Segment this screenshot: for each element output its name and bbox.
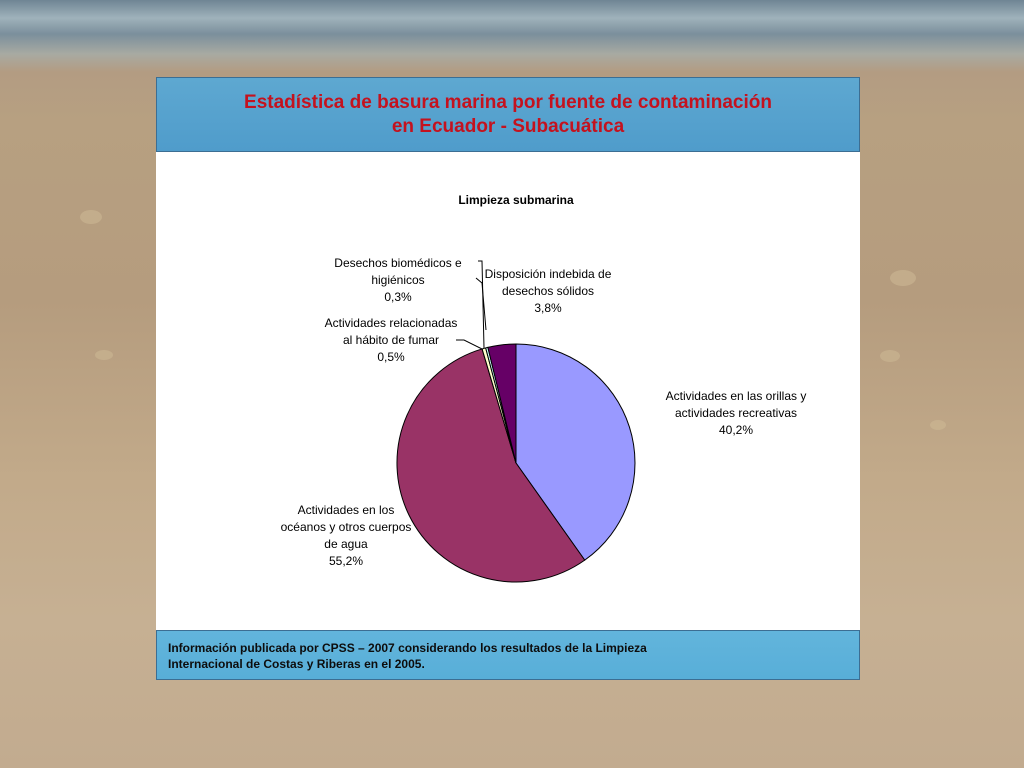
slide-title-line-1: Estadística de basura marina por fuente de contaminación xyxy=(244,91,772,113)
slice-category-label: actividades recreativas xyxy=(674,406,798,420)
slice-label xyxy=(334,256,462,304)
slice-category-label: higiénicos xyxy=(371,273,425,287)
slice-category-label: Actividades en los xyxy=(297,503,395,517)
leader-lines xyxy=(456,261,486,349)
slide-title-line-2: en Ecuador - Subacuática xyxy=(391,115,625,137)
source-note-box xyxy=(156,630,860,680)
pie-chart xyxy=(156,152,860,630)
slice-category-label: al hábito de fumar xyxy=(342,333,440,347)
sand-texture-speck xyxy=(890,270,916,286)
slice-label xyxy=(666,389,807,437)
sand-texture-speck xyxy=(95,350,113,360)
slice-category-label: Actividades relacionadas xyxy=(324,316,458,330)
slice-label xyxy=(485,267,612,315)
leader-line xyxy=(478,261,484,348)
slice-category-label: desechos sólidos xyxy=(501,284,595,298)
pie-slices xyxy=(397,344,635,582)
sand-texture-speck xyxy=(930,420,946,430)
chart-panel xyxy=(156,152,860,630)
slice-category-label: Actividades en las orillas y xyxy=(665,389,807,403)
source-note xyxy=(168,640,848,672)
leader-line xyxy=(456,340,483,349)
slice-category-label: Desechos biomédicos e xyxy=(334,256,462,270)
source-note-line-1: Información publicada por CPSS – 2007 considerando los resultados de la Limpieza xyxy=(168,641,647,655)
slice-value-label: 0,5% xyxy=(377,350,405,364)
leader-line xyxy=(476,278,486,330)
slice-value-label: 3,8% xyxy=(534,301,562,315)
title-banner xyxy=(156,77,860,152)
slice-category-label: océanos y otros cuerpos xyxy=(280,520,412,534)
slice-value-label: 0,3% xyxy=(384,290,412,304)
source-note-line-2: Internacional de Costas y Riberas en el 2005. xyxy=(168,657,425,671)
slice-value-label: 40,2% xyxy=(718,423,754,437)
slice-label xyxy=(325,316,458,364)
slide-title xyxy=(168,91,848,139)
slice-category-label: de agua xyxy=(324,537,368,551)
sand-texture-speck xyxy=(80,210,102,224)
slice-category-label: Disposición indebida de xyxy=(484,267,612,281)
slice-label xyxy=(281,503,412,568)
sand-texture-speck xyxy=(880,350,900,362)
chart-title: Limpieza submarina xyxy=(458,193,574,207)
slide-content xyxy=(156,77,860,681)
slice-value-label: 55,2% xyxy=(328,554,364,568)
